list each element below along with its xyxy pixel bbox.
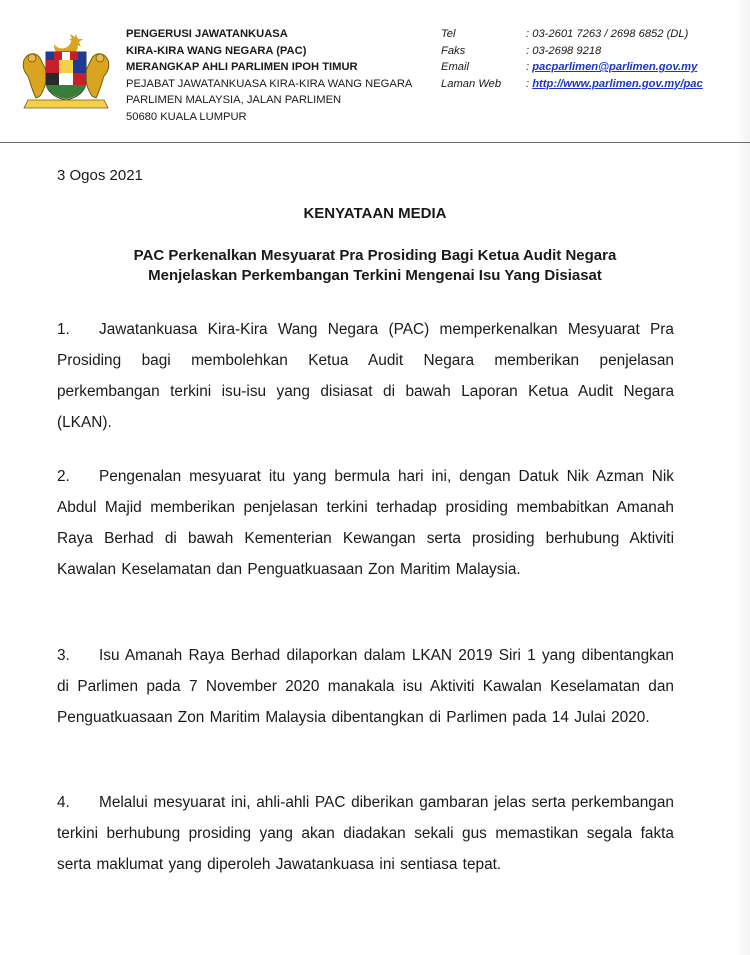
website-link[interactable]: http://www.parlimen.gov.my/pac — [532, 77, 703, 90]
paragraph — [57, 640, 674, 733]
fax-label: Faks — [441, 44, 466, 57]
paragraph-text: Jawatankuasa Kira-Kira Wang Negara (PAC) memperkenalkan Mesyuarat Pra Prosiding bagi membolehkan Ketua Audit Negara memberikan penjelasan perkembangan terkini isu-isu yang disiasat di bawah Laporan Ketua Audit Negara (LKAN). — [57, 321, 674, 431]
org-line: PENGERUSI JAWATANKUASA — [126, 28, 288, 40]
subtitle-line: Menjelaskan Perkembangan Terkini Mengenai Isu Yang Disiasat — [148, 267, 602, 284]
email-link[interactable]: pacparlimen@parlimen.gov.my — [532, 61, 698, 73]
address-line: 50680 KUALA LUMPUR — [126, 110, 247, 123]
document-date: 3 Ogos 2021 — [57, 167, 143, 184]
email-row: : pacparlimen@parlimen.gov.my — [526, 61, 698, 73]
coat-of-arms-icon — [18, 30, 114, 112]
paragraph — [57, 314, 674, 438]
tel-label: Tel — [441, 28, 456, 40]
paragraph-number: 1. — [57, 321, 70, 338]
page-edge-shadow — [736, 0, 750, 955]
tel-value: : 03-2601 7263 / 2698 6852 (DL) — [526, 28, 689, 40]
paragraph — [57, 787, 674, 880]
org-line: KIRA-KIRA WANG NEGARA (PAC) — [126, 44, 307, 57]
address-line: PARLIMEN MALAYSIA, JALAN PARLIMEN — [126, 94, 342, 106]
org-line: MERANGKAP AHLI PARLIMEN IPOH TIMUR — [126, 61, 358, 73]
paragraph-number: 4. — [57, 794, 70, 811]
website-label: Laman Web — [441, 77, 502, 90]
document-subtitle — [0, 246, 750, 286]
letterhead — [0, 0, 750, 145]
paragraph-text: Melalui mesyuarat ini, ahli-ahli PAC diberikan gambaran jelas serta perkembangan terkini berhubung prosiding yang akan diadakan sekali gus memastikan segala fakta serta maklumat yang diperoleh Jawatankuasa ini sentiasa tepat. — [57, 794, 674, 873]
paragraph — [57, 461, 674, 585]
email-label: Email — [441, 61, 469, 73]
paragraph-number: 3. — [57, 647, 70, 664]
paragraph-text: Pengenalan mesyuarat itu yang bermula hari ini, dengan Datuk Nik Azman Nik Abdul Majid memberikan penjelasan terkini terhadap prosiding membabitkan Amanah Raya Berhad di bawah Kementerian Kewangan serta prosiding berhubung Aktiviti Kawalan Keselamatan dan Penguatkuasaan Zon Maritim Malaysia. — [57, 468, 674, 578]
contact-labels — [441, 26, 501, 92]
organization-address — [126, 26, 412, 125]
document-title: KENYATAAN MEDIA — [303, 205, 447, 222]
header-divider — [0, 142, 750, 143]
contact-values — [526, 26, 703, 92]
fax-value: : 03-2698 9218 — [526, 44, 602, 57]
paragraph-text: Isu Amanah Raya Berhad dilaporkan dalam LKAN 2019 Siri 1 yang dibentangkan di Parlimen pada 7 November 2020 manakala isu Aktiviti Kawalan Keselamatan dan Penguatkuasaan Zon Maritim Malaysia dibentangkan di Parlimen pada 14 Julai 2020. — [57, 647, 674, 726]
website-row: : http://www.parlimen.gov.my/pac — [526, 77, 703, 90]
paragraph-number: 2. — [57, 468, 70, 485]
subtitle-line: PAC Perkenalkan Mesyuarat Pra Prosiding Bagi Ketua Audit Negara — [133, 247, 617, 264]
address-line: PEJABAT JAWATANKUASA KIRA-KIRA WANG NEGARA — [126, 77, 413, 90]
